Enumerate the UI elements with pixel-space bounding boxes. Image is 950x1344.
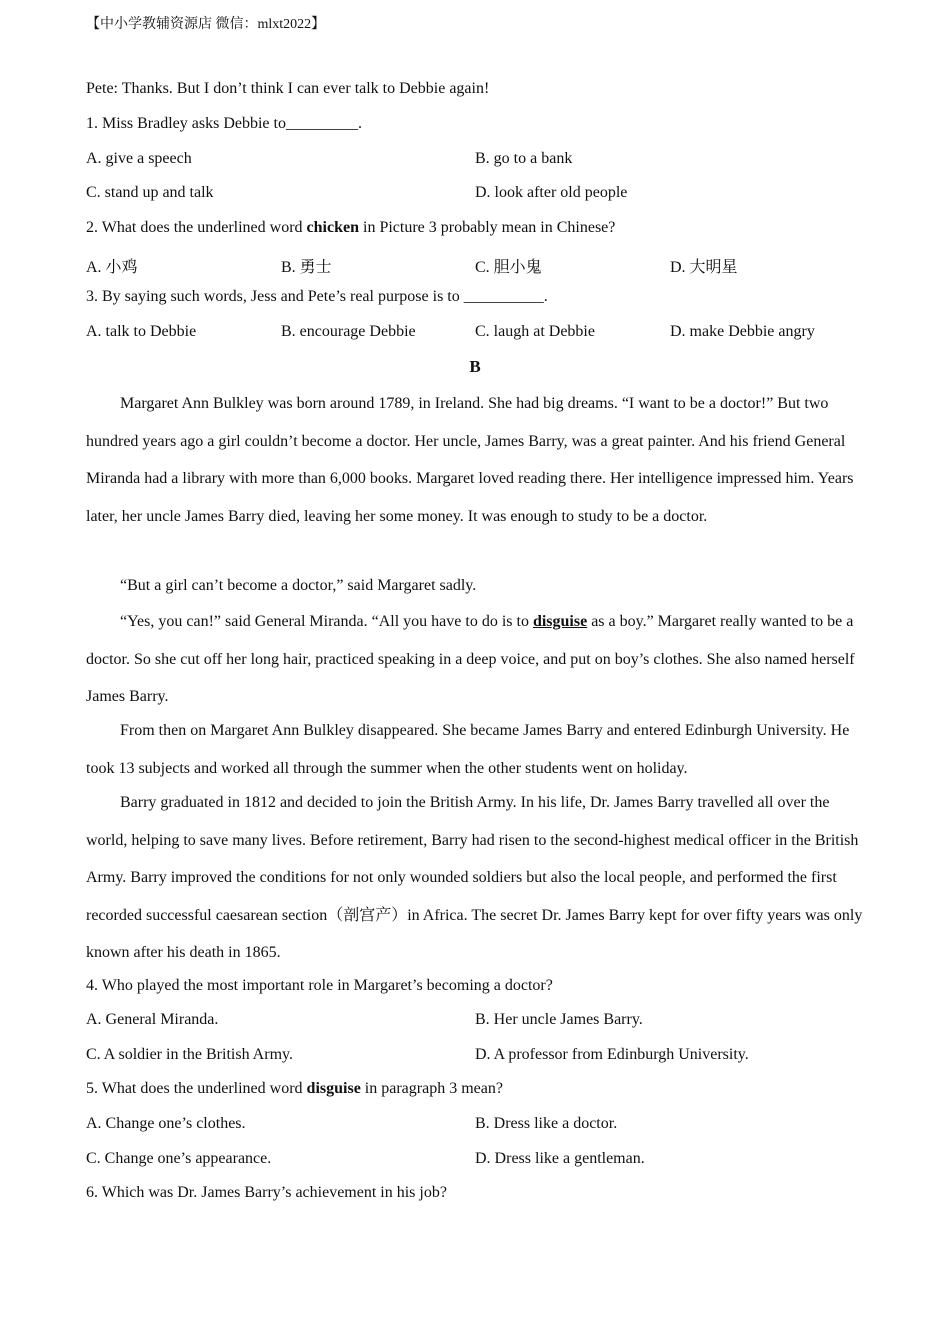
- q2-option-a: A. 小鸡: [86, 259, 138, 276]
- passage-paragraph-2: “But a girl can’t become a doctor,” said Margaret sadly.: [120, 577, 477, 594]
- q1-option-b: B. go to a bank: [475, 150, 573, 167]
- keyword-chicken: chicken: [306, 219, 359, 236]
- q3-option-a: A. talk to Debbie: [86, 323, 197, 340]
- q5-option-b: B. Dress like a doctor.: [475, 1115, 618, 1132]
- q2-option-d: D. 大明星: [670, 259, 738, 276]
- q1-option-a: A. give a speech: [86, 150, 192, 167]
- passage-paragraph-1: Margaret Ann Bulkley was born around 1789, in Ireland. She had big dreams. “I want to be a doctor!” But two hundred years ago a girl couldn’t become a doctor. Her uncle, James Barry, was a great painter. And his friend General Miranda had a library with more than 6,000 books. Margaret loved reading there. Her intelligence impressed him. Years later, her uncle James Barry died, leaving her some money. It was enough to study to be a doctor.: [86, 395, 854, 525]
- question-4-stem: 4. Who played the most important role in Margaret’s becoming a doctor?: [86, 977, 553, 994]
- q1-option-c: C. stand up and talk: [86, 184, 214, 201]
- q3-option-c: C. laugh at Debbie: [475, 323, 595, 340]
- passage-paragraph-3: “Yes, you can!” said General Miranda. “All you have to do is to disguise as a boy.” Margaret really wanted to be a doctor. So she cut off her long hair, practiced speaking in a deep voice, and put on boy’s clothes. She also named herself James Barry.: [86, 613, 855, 705]
- dialogue-line: Pete: Thanks. But I don’t think I can ever talk to Debbie again!: [86, 80, 490, 97]
- page-header: 【中小学教辅资源店 微信：mlxt2022】: [86, 17, 326, 32]
- q5-option-a: A. Change one’s clothes.: [86, 1115, 246, 1132]
- q5-option-d: D. Dress like a gentleman.: [475, 1150, 645, 1167]
- section-heading-b: B: [469, 357, 481, 376]
- question-1-stem: 1. Miss Bradley asks Debbie to_________.: [86, 115, 362, 132]
- q2-option-b: B. 勇士: [281, 259, 332, 276]
- passage-paragraph-4: From then on Margaret Ann Bulkley disappeared. She became James Barry and entered Edinburgh University. He took 13 subjects and worked all through the summer when the other students went on holiday.: [86, 722, 850, 777]
- q5-option-c: C. Change one’s appearance.: [86, 1150, 272, 1167]
- question-5-stem: 5. What does the underlined word disguise in paragraph 3 mean?: [86, 1080, 503, 1097]
- q4-option-d: D. A professor from Edinburgh University.: [475, 1046, 749, 1063]
- q3-option-d: D. make Debbie angry: [670, 323, 815, 340]
- question-2-stem: 2. What does the underlined word chicken in Picture 3 probably mean in Chinese?: [86, 219, 616, 236]
- question-6-stem: 6. Which was Dr. James Barry’s achievement in his job?: [86, 1184, 447, 1201]
- keyword-disguise: disguise: [306, 1080, 361, 1097]
- q3-option-b: B. encourage Debbie: [281, 323, 416, 340]
- q2-option-c: C. 胆小鬼: [475, 259, 542, 276]
- passage-paragraph-5: Barry graduated in 1812 and decided to join the British Army. In his life, Dr. James Barry travelled all over the world, helping to save many lives. Before retirement, Barry had risen to the second-highest medical officer in the British Army. Barry improved the conditions for not only wounded soldiers but also the local people, and performed the first recorded successful caesarean section（剖宫产）in Africa. The secret Dr. James Barry kept for over fifty years was only known after his death in 1865.: [86, 794, 863, 961]
- underlined-word-disguise: disguise: [532, 613, 588, 630]
- q4-option-c: C. A soldier in the British Army.: [86, 1046, 293, 1063]
- q1-option-d: D. look after old people: [475, 184, 628, 201]
- q4-option-b: B. Her uncle James Barry.: [475, 1011, 643, 1028]
- question-3-stem: 3. By saying such words, Jess and Pete’s real purpose is to __________.: [86, 288, 548, 305]
- q4-option-a: A. General Miranda.: [86, 1011, 219, 1028]
